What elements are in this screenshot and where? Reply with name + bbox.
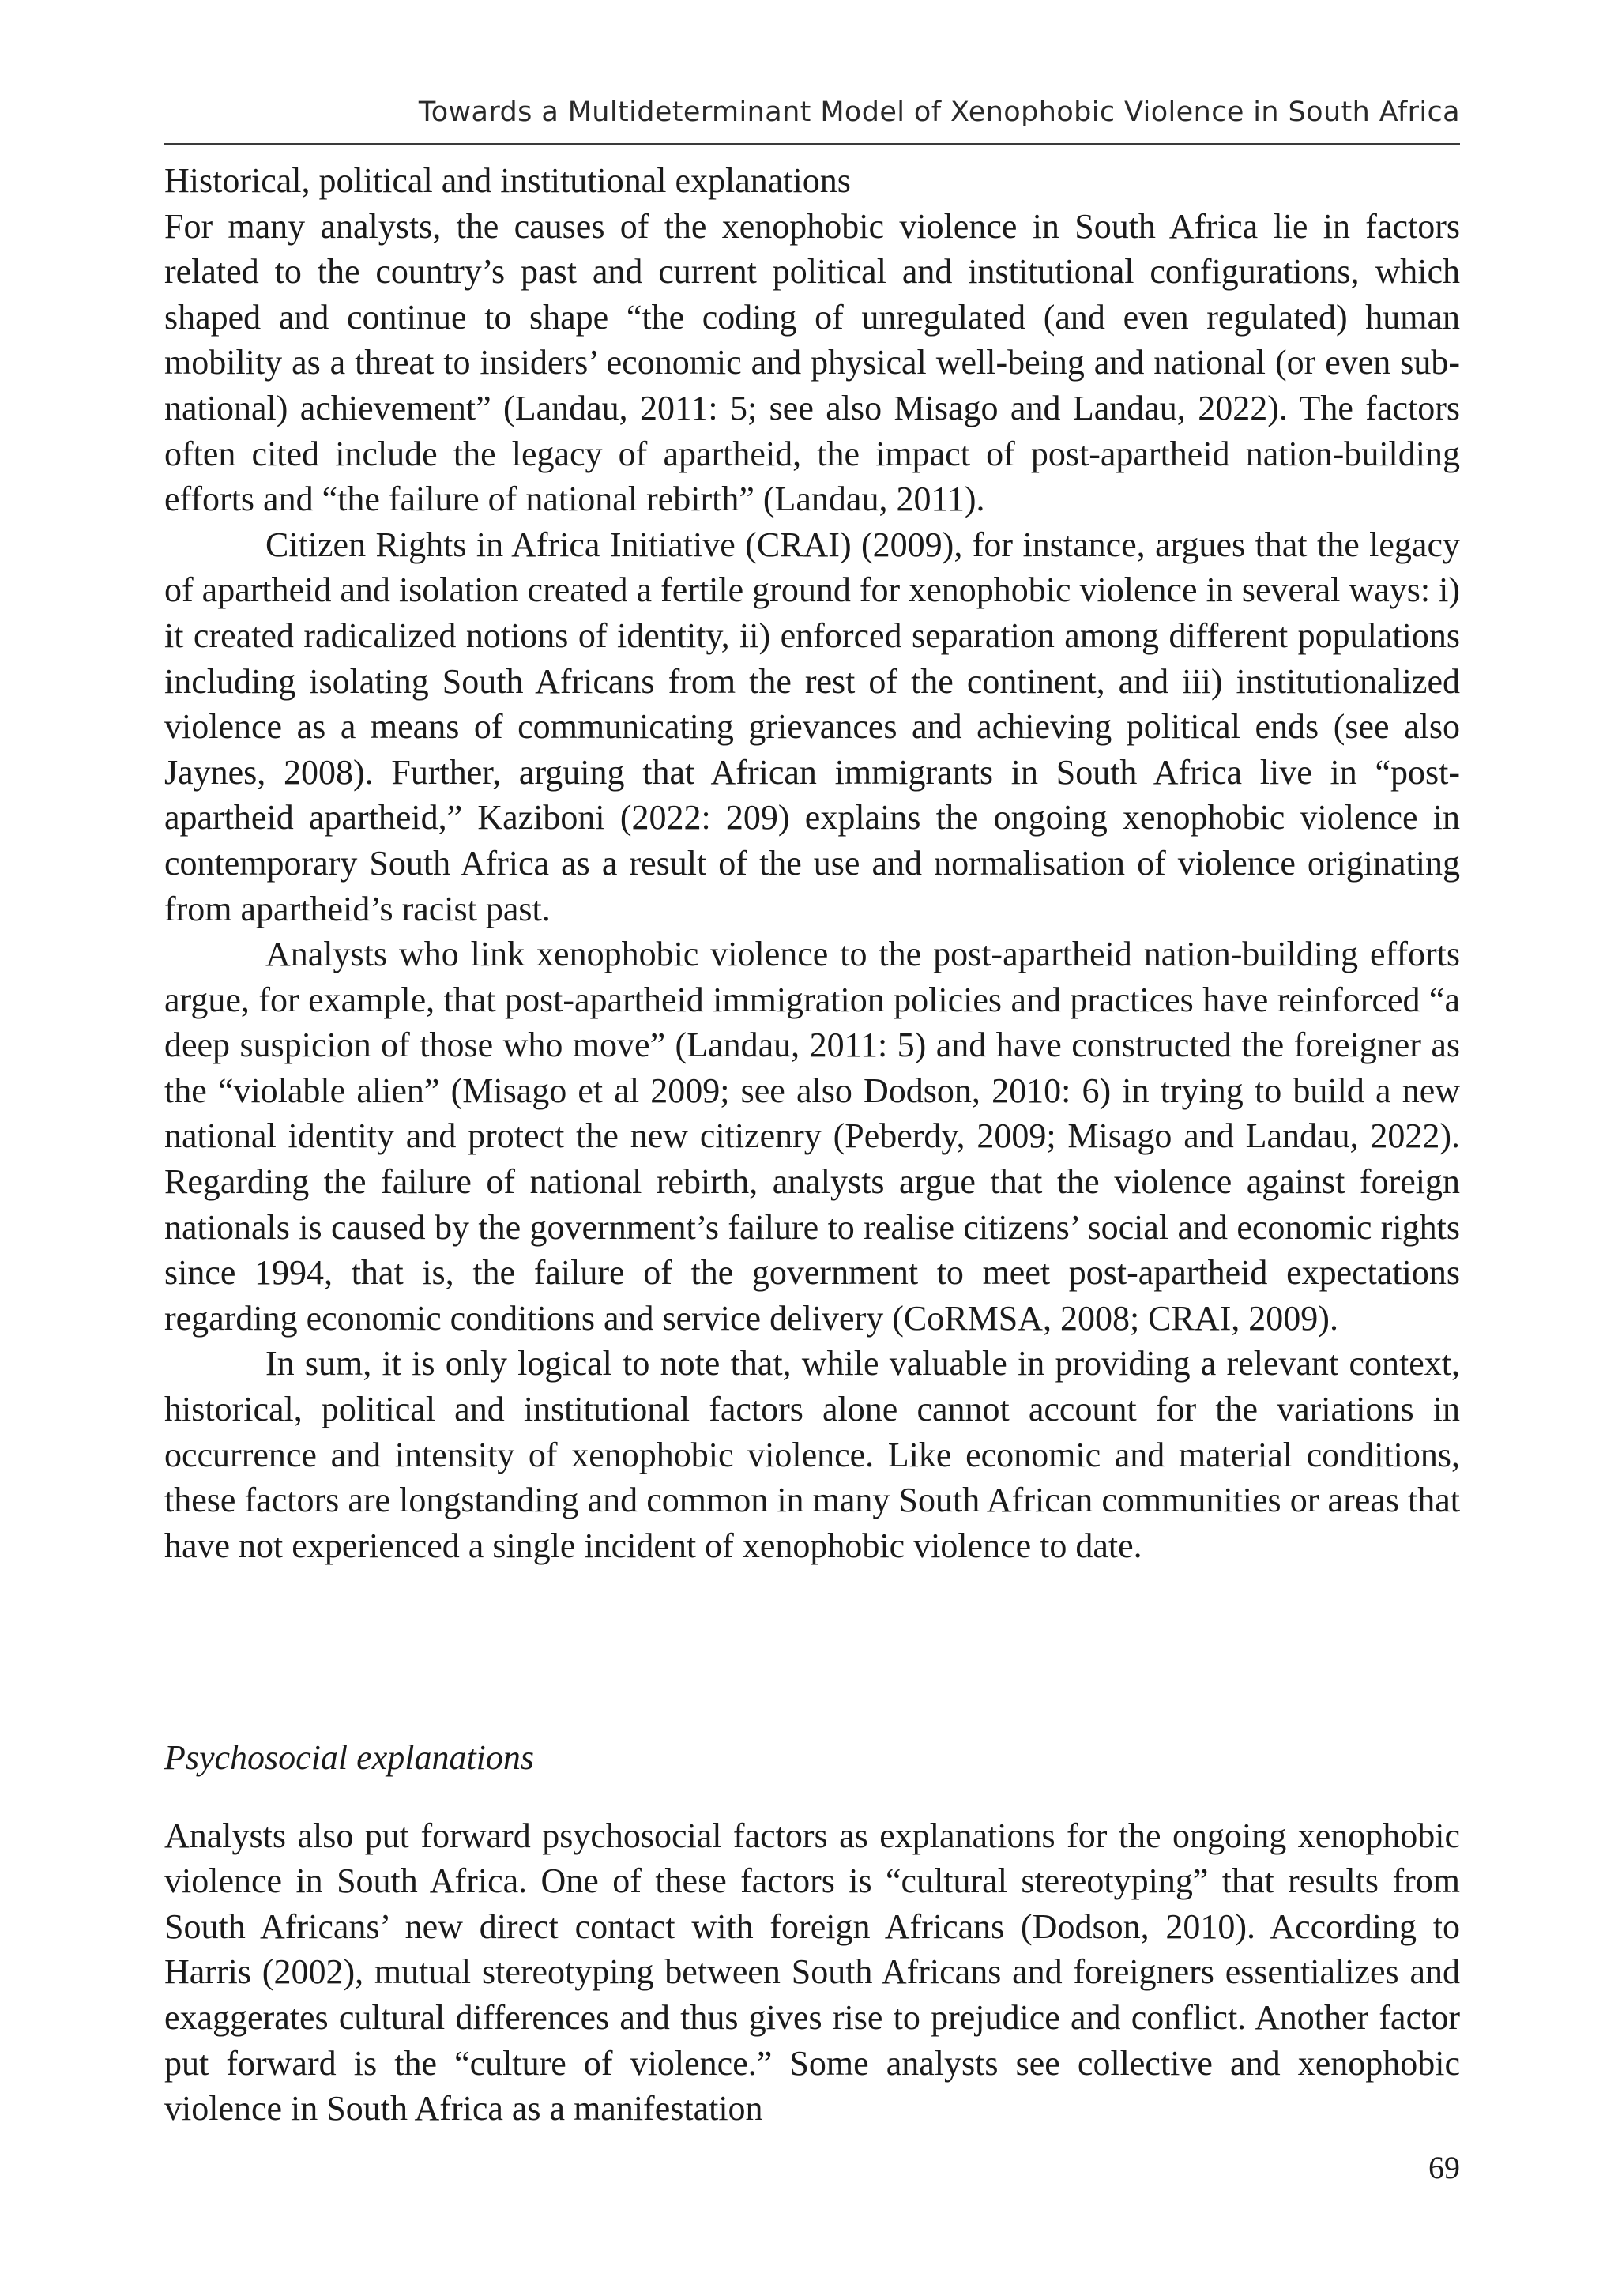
section-psychosocial [164, 1735, 1460, 2132]
page-number: 69 [1428, 2150, 1460, 2185]
header-rule [164, 143, 1460, 145]
paragraph-5: Analysts also put forward psychosocial factors as explanations for the ongoing xenophobic violence in South Africa. One of these factors is “cultural stereotyping” that results from South Africans’ new direct contact with foreign Africans (Dodson, 2010). According to Harris (2002), mutual stereotyping between South Africans and foreigners essentializes and exaggerates cultural differences and thus gives rise to prejudice and conflict. Another factor put forward is the “culture of violence.” Some analysts see collective and xenophobic violence in South Africa as a manifestation [164, 1816, 1460, 2129]
paragraph-1: For many analysts, the causes of the xenophobic violence in South Africa lie in factors related to the country’s past and current political and institutional configurations, which shaped and continue to shape “the coding of unregulated (and even regulated) human mobility as a threat to insiders’ economic and physical well-being and national (or even sub-national) achievement” (Landau, 2011: 5; see also Misago and Landau, 2022). The factors often cited include the legacy of apartheid, the impact of post-apartheid nation-building efforts and “the failure of national rebirth” (Landau, 2011). [164, 206, 1460, 519]
section-historical [164, 158, 1460, 1568]
section-heading-psychosocial: Psychosocial explanations [164, 1738, 535, 1777]
section-heading-historical: Historical, political and institutional explanations [164, 161, 851, 200]
paragraph-4: In sum, it is only logical to note that, while valuable in providing a relevant context, historical, political and institutional factors alone cannot account for the variations in occurrence and intensity of xenophobic violence. Like economic and material conditions, these factors are longstanding and common in many South African communities or areas that have not experienced a single incident of xenophobic violence to date. [164, 1344, 1460, 1565]
running-header: Towards a Multideterminant Model of Xenophobic Violence in South Africa [418, 96, 1460, 128]
paragraph-2: Citizen Rights in Africa Initiative (CRAI) (2009), for instance, argues that the legacy of apartheid and isolation created a fertile ground for xenophobic violence in several ways: i) it created radicalized notions of identity, ii) enforced separation among different populations including isolating South Africans from the rest of the continent, and iii) institutionalized violence as a means of communicating grievances and achieving political ends (see also Jaynes, 2008). Further, arguing that African immigrants in South Africa live in “post-apartheid apartheid,” Kaziboni (2022: 209) explains the ongoing xenophobic violence in contemporary South Africa as a result of the use and normalisation of violence originating from apartheid’s racist past. [164, 525, 1460, 928]
paragraph-3: Analysts who link xenophobic violence to the post-apartheid nation-building efforts argue, for example, that post-apartheid immigration policies and practices have reinforced “a deep suspicion of those who move” (Landau, 2011: 5) and have constructed the foreigner as the “violable alien” (Misago et al 2009; see also Dodson, 2010: 6) in trying to build a new national identity and protect the new citizenry (Peberdy, 2009; Misago and Landau, 2022). Regarding the failure of national rebirth, analysts argue that the violence against foreign nationals is caused by the government’s failure to realise citizens’ social and economic rights since 1994, that is, the failure of the government to meet post-apartheid expectations regarding economic conditions and service delivery (CoRMSA, 2008; CRAI, 2009). [164, 935, 1460, 1338]
section-gap [164, 1781, 1460, 1813]
